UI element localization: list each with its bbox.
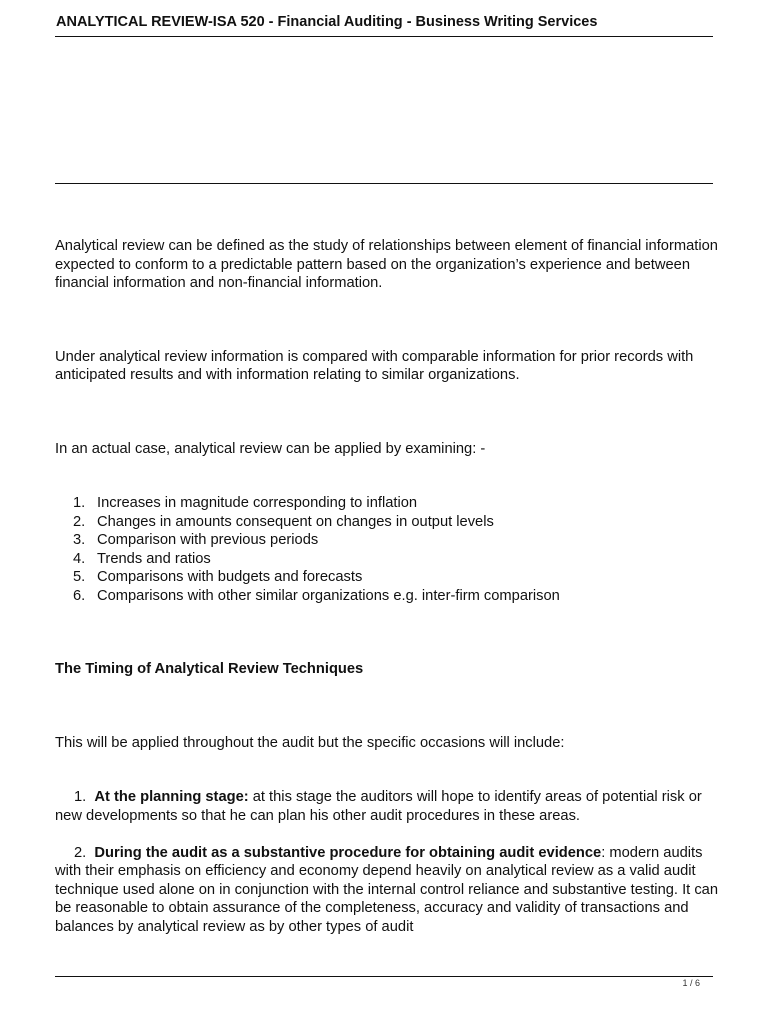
- document-body: [55, 237, 725, 955]
- header-divider: [55, 36, 713, 37]
- occasion-title: During the audit as a substantive procedure for obtaining audit evidence: [94, 844, 602, 861]
- examination-list: [55, 494, 725, 605]
- occasion-title: At the planning stage:: [94, 789, 249, 805]
- section-intro-paragraph: This will be applied throughout the audit but the specific occasions will include:: [55, 734, 565, 751]
- page-number: 1 / 6: [682, 978, 700, 988]
- section-divider: [55, 183, 713, 184]
- list-item: 2. Changes in amounts consequent on changes in output levels: [73, 513, 494, 530]
- list-item: 1. Increases in magnitude corresponding to inflation: [73, 495, 418, 511]
- list-item: 6. Comparisons with other similar organizations e.g. inter-firm comparison: [73, 587, 560, 604]
- occasion-item: 1. At the planning stage: at this stage the auditors will hope to identify areas of potential risk or new developments so that he can plan his other audit procedures in these areas.: [55, 789, 702, 824]
- footer-divider: [55, 976, 713, 977]
- occasion-item: 2. During the audit as a substantive procedure for obtaining audit evidence: modern audits with their emphasis on efficiency and economy depend heavily on analytical review as a valid audit technique used alone on in conjunction with the internal control reliance and substantive testing. It can be reasonable to obtain assurance of the completeness, accuracy and validity of transactions and balances by analytical review as by other types of audit: [55, 844, 718, 935]
- list-item: 5. Comparisons with budgets and forecasts: [73, 569, 363, 585]
- comparison-paragraph: Under analytical review information is compared with comparable information for prior records with anticipated results and with information relating to similar organizations.: [55, 348, 694, 383]
- list-item: 3. Comparison with previous periods: [73, 532, 319, 548]
- list-item: 4. Trends and ratios: [73, 550, 211, 567]
- definition-paragraph: Analytical review can be defined as the study of relationships between element of financial information expected to conform to a predictable pattern based on the organization’s experience and between financial information and non-financial information.: [55, 238, 718, 291]
- examining-paragraph: In an actual case, analytical review can be applied by examining: -: [55, 440, 486, 457]
- section-heading: The Timing of Analytical Review Techniques: [55, 661, 364, 677]
- page-header-title: ANALYTICAL REVIEW-ISA 520 - Financial Auditing - Business Writing Services: [56, 14, 598, 30]
